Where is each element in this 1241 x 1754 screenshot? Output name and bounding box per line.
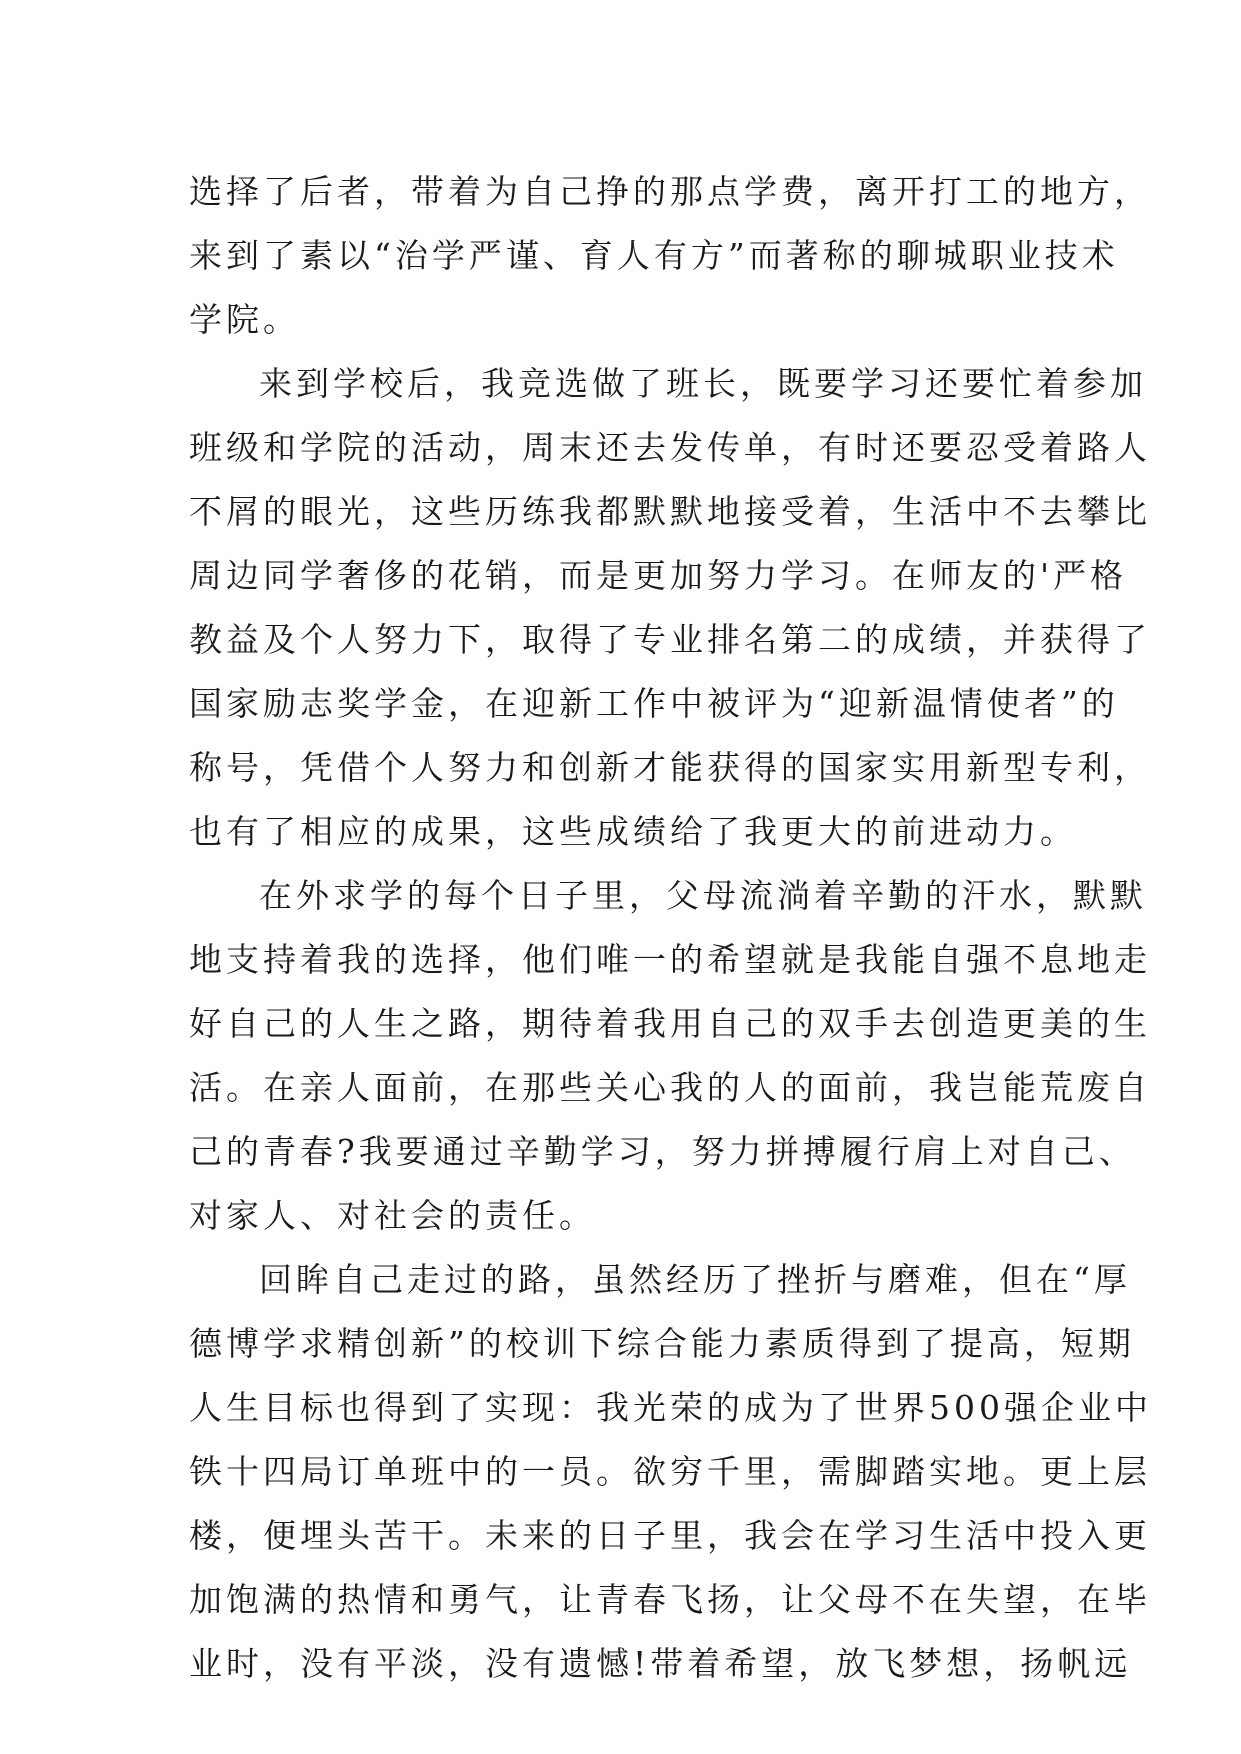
text-line: 选择了后者，带着为自己挣的那点学费，离开打工的地方， [189,172,1151,211]
text-line: 来到了素以“治学严谨、育人有方”而著称的聊城职业技术 [189,236,1119,275]
text-line: 周边同学奢侈的花销，而是更加努力学习。在师友的'严格 [189,556,1128,595]
text-line: 教益及个人努力下，取得了专业排名第二的成绩，并获得了 [189,620,1151,659]
text-line: 国家励志奖学金，在迎新工作中被评为“迎新温情使者”的 [189,684,1119,723]
text-line: 学院。 [189,300,300,339]
text-line: 铁十四局订单班中的一员。欲穷千里，需脚踏实地。更上层 [189,1452,1151,1491]
text-line: 在外求学的每个日子里，父母流淌着辛勤的汗水，默默 [259,876,1147,915]
text-line: 业时，没有平淡，没有遗憾!带着希望，放飞梦想，扬帆远 [189,1644,1132,1683]
text-line: 好自己的人生之路，期待着我用自己的双手去创造更美的生 [189,1004,1151,1043]
text-line: 回眸自己走过的路，虽然经历了挫折与磨难，但在“厚 [259,1260,1131,1299]
text-line: 加饱满的热情和勇气，让青春飞扬，让父母不在失望，在毕 [189,1580,1151,1619]
text-line: 不屑的眼光，这些历练我都默默地接受着，生活中不去攀比 [189,492,1151,531]
text-line: 称号，凭借个人努力和创新才能获得的国家实用新型专利， [189,748,1151,787]
text-line: 德博学求精创新”的校训下综合能力素质得到了提高，短期 [189,1324,1135,1363]
text-line: 楼，便埋头苦干。未来的日子里，我会在学习生活中投入更 [189,1516,1151,1555]
text-line: 也有了相应的成果，这些成绩给了我更大的前进动力。 [189,812,1077,851]
text-line: 班级和学院的活动，周末还去发传单，有时还要忍受着路人 [189,428,1151,467]
text-line: 来到学校后，我竞选做了班长，既要学习还要忙着参加 [259,364,1147,403]
text-line: 活。在亲人面前，在那些关心我的人的面前，我岂能荒废自 [189,1068,1151,1107]
text-line: 己的青春?我要通过辛勤学习，努力拼搏履行肩上对自己、 [189,1132,1136,1171]
body-text [189,160,1152,1696]
text-line: 地支持着我的选择，他们唯一的希望就是我能自强不息地走 [189,940,1151,979]
text-line: 对家人、对社会的责任。 [189,1196,596,1235]
text-line: 人生目标也得到了实现：我光荣的成为了世界500强企业中 [189,1388,1152,1427]
